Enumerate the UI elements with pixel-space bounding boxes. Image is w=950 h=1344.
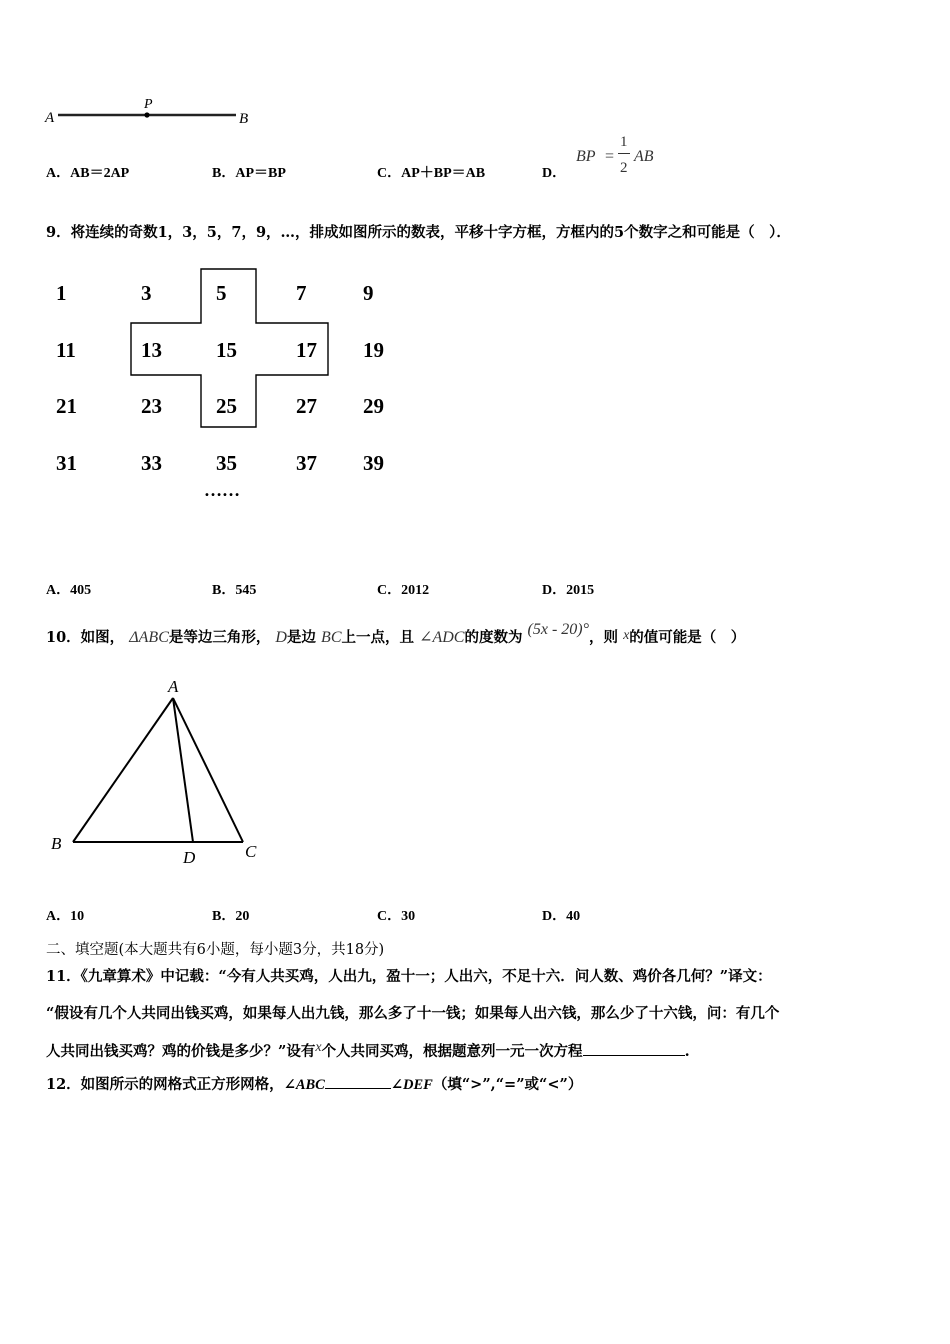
table-cell: 13 — [141, 338, 162, 362]
stem-text: 是边 — [286, 629, 316, 646]
math-angle-abc: ∠ABC — [283, 1077, 325, 1093]
table-cell: 1 — [56, 281, 67, 305]
q9-option-c[interactable] — [377, 579, 429, 599]
table-cell: 39 — [363, 451, 384, 475]
stem-text: 上一点，且 — [341, 629, 414, 646]
option-letter: C． — [377, 166, 402, 181]
option-text: 2012 — [401, 583, 430, 598]
table-cell: 23 — [141, 394, 162, 418]
q10-option-c[interactable] — [377, 905, 415, 925]
option-text: 20 — [235, 909, 250, 924]
option-letter: D． — [542, 166, 567, 181]
q8-option-c[interactable] — [377, 162, 485, 182]
table-cell: 19 — [363, 338, 384, 362]
table-cell: 7 — [296, 281, 307, 305]
label-a: A — [45, 110, 55, 126]
stem-text: 个人共同买鸡，根据题意列一元一次方程 — [321, 1043, 583, 1060]
point-p — [144, 112, 149, 117]
option-letter: A． — [46, 909, 71, 924]
stem-text: （填“>”,“=”或“<”） — [432, 1076, 583, 1093]
formula-lhs: BP — [576, 148, 596, 165]
q8-option-a[interactable] — [46, 162, 129, 182]
q10-stem — [46, 621, 746, 647]
math-bc: BC — [321, 629, 342, 646]
q11-line-3 — [46, 1040, 690, 1061]
option-letter: C． — [377, 909, 402, 924]
q9-option-d[interactable] — [542, 579, 594, 599]
fraction-denominator: 2 — [620, 160, 628, 176]
label-b: B — [239, 111, 249, 127]
label-d: D — [183, 848, 196, 867]
table-cell: 5 — [216, 281, 227, 305]
option-text: AB＝2AP — [70, 166, 130, 181]
stem-text: 的值可能是（ ） — [629, 629, 746, 646]
option-text: 545 — [235, 583, 257, 598]
option-letter: B． — [212, 909, 236, 924]
math-angle-adc: ∠ADC — [419, 629, 465, 646]
option-letter: D． — [542, 583, 567, 598]
table-cell: 31 — [56, 451, 77, 475]
option-letter: A． — [46, 166, 71, 181]
q9-option-b[interactable] — [212, 579, 256, 599]
math-d: D — [275, 629, 287, 646]
q10-option-d[interactable] — [542, 905, 580, 925]
q8-option-b[interactable] — [212, 162, 286, 182]
option-letter: B． — [212, 583, 236, 598]
table-cell: 21 — [56, 394, 77, 418]
stem-text: 是等边三角形， — [168, 629, 271, 646]
option-text: 40 — [566, 909, 581, 924]
label-p: P — [144, 97, 153, 112]
table-cell: 11 — [56, 338, 76, 362]
option-letter: C． — [377, 583, 402, 598]
table-cell: 33 — [141, 451, 162, 475]
table-cell: 37 — [296, 451, 317, 475]
q10-option-a[interactable] — [46, 905, 84, 925]
option-text: 10 — [70, 909, 85, 924]
option-text: AP＝BP — [235, 166, 286, 181]
stem-text: 10．如图， — [46, 629, 125, 646]
math-triangle-abc: ΔABC — [129, 629, 169, 646]
q11-line-2: “假设有几个人共同出钱买鸡，如果每人出九钱，那么多了十一钱；如果每人出六钱，那么少了十六钱，问：有几个 — [46, 1005, 780, 1022]
math-x: x — [315, 1040, 322, 1055]
label-c: C — [245, 842, 257, 861]
formula-eq: = — [605, 148, 615, 165]
q8-option-d[interactable] — [542, 162, 566, 182]
q10-option-b[interactable] — [212, 905, 249, 925]
table-cell: 27 — [296, 394, 317, 418]
formula-rhs: AB — [634, 148, 654, 165]
table-cell: 3 — [141, 281, 152, 305]
stem-text: 人共同出钱买鸡？鸡的价钱是多少？”设有 — [46, 1043, 316, 1060]
q11-line-1: 11．《九章算术》中记载：“今有人共买鸡，人出九，盈十一；人出六，不足十六．问人数、鸡价各几何？”译文： — [46, 968, 772, 985]
math-x: x — [623, 628, 630, 643]
option-letter: D． — [542, 909, 567, 924]
fraction-bar — [618, 153, 630, 154]
table-cell: 29 — [363, 394, 384, 418]
option-text: 2015 — [566, 583, 595, 598]
option-letter: A． — [46, 583, 71, 598]
side-ab — [73, 698, 173, 842]
option-text: 405 — [70, 583, 92, 598]
label-a: A — [168, 677, 179, 696]
section-heading: 二、填空题(本大题共有6小题，每小题3分，共18分) — [46, 942, 385, 958]
table-cell: 17 — [296, 338, 317, 362]
answer-blank[interactable] — [325, 1088, 391, 1089]
option-text: 30 — [401, 909, 416, 924]
option-text: AP＋BP＝AB — [401, 166, 486, 181]
math-angle-def: ∠DEF — [390, 1077, 433, 1093]
q9-stem: 9．将连续的奇数1，3，5，7，9，…，排成如图所示的数表，平移十字方框，方框内的5个数字之和可能是（ ）． — [46, 224, 791, 241]
table-cell: 35 — [216, 451, 237, 475]
triangle-abc-figure — [45, 672, 275, 872]
stem-text: ，则 — [589, 629, 619, 646]
math-angle-expression: (5x - 20)° — [527, 621, 590, 638]
answer-blank[interactable] — [583, 1055, 685, 1056]
segment-ap-b-figure — [40, 95, 260, 130]
table-cell: 9 — [363, 281, 374, 305]
table-cell: 25 — [216, 394, 237, 418]
option-letter: B． — [212, 166, 236, 181]
stem-text: . — [684, 1043, 690, 1060]
q12-stem — [46, 1073, 582, 1094]
fraction-numerator: 1 — [620, 134, 628, 150]
label-b: B — [51, 834, 62, 853]
table-cell: 15 — [216, 338, 237, 362]
stem-text: 的度数为 — [464, 629, 523, 646]
stem-text: 12．如图所示的网格式正方形网格， — [46, 1076, 284, 1093]
table-ellipsis: …… — [204, 480, 240, 500]
q9-option-a[interactable] — [46, 579, 91, 599]
